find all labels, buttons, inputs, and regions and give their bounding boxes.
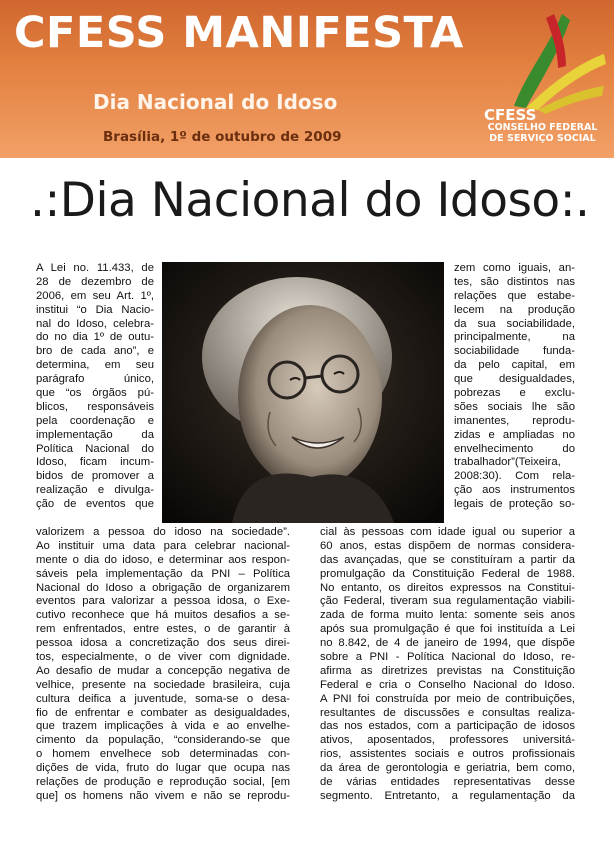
text-line: imanentes, reprodu- bbox=[454, 414, 575, 427]
text-line: da sua sociabilidade, bbox=[454, 317, 575, 330]
photo-illustration bbox=[162, 262, 444, 523]
text-line: No entanto, os direitos expressos na Constitui- bbox=[320, 581, 575, 594]
text-line: tes, são distintos nas bbox=[454, 275, 575, 288]
text-line: A Lei no. 11.433, de bbox=[36, 262, 154, 274]
cfess-logo-icon bbox=[496, 4, 608, 116]
text-line: nal do Idoso, celebra- bbox=[36, 317, 154, 330]
masthead-date: Brasília, 1º de outubro de 2009 bbox=[103, 129, 342, 145]
text-line: que “os órgãos pú- bbox=[36, 387, 154, 400]
text-line: pessoa idosa a concretização dos seus direi- bbox=[36, 637, 290, 650]
text-line: que] os homens não vivem e não se reprodu- bbox=[36, 789, 290, 802]
text-line: Federal e cria o Conselho Nacional do Idoso. bbox=[320, 678, 575, 691]
text-line: sões sociais lhe são bbox=[454, 400, 575, 413]
text-line: bidos de promover a bbox=[36, 470, 154, 483]
text-line: parágrafo único, bbox=[36, 373, 154, 386]
text-line: velhice, presente na sociedade brasileira, cuja bbox=[36, 678, 290, 691]
text-line: afirma as diretrizes previstas na Constituição bbox=[320, 664, 575, 677]
text-line: das avançadas, que se constituíram a partir da bbox=[320, 553, 575, 566]
logo-abbreviation: CFESS bbox=[484, 106, 537, 124]
text-line: legais de proteção so- bbox=[454, 498, 575, 511]
text-line: bro de cada ano”, e bbox=[36, 345, 154, 358]
text-line: principalmente, na bbox=[454, 331, 575, 344]
text-line: do no dia 1º de outu- bbox=[36, 331, 154, 344]
text-line: trabalhador”(Teixeira, bbox=[454, 456, 561, 469]
text-line: cutivo reconhece que há muitos desafios a se- bbox=[36, 609, 290, 622]
article-column-2-bottom bbox=[320, 526, 575, 804]
text-line: Nacional do Idoso a obrigação de organizarem bbox=[36, 581, 290, 594]
logo-name-line1: CONSELHO FEDERAL bbox=[487, 122, 598, 133]
elderly-woman-photo bbox=[162, 262, 444, 523]
text-line: fio de enfrentar e combater as desigualdades, bbox=[36, 706, 290, 719]
text-line: o homem envelhece sob determinadas con- bbox=[36, 748, 290, 761]
text-line: da área de gerontologia e geriatria, bem como, bbox=[320, 762, 575, 775]
text-line: segmento. Entretanto, a regulamentação da bbox=[320, 789, 575, 802]
text-line: da pelo capital, em bbox=[454, 359, 575, 372]
text-line: sociabilidade funda- bbox=[454, 345, 575, 358]
text-line: ção aos instrumentos bbox=[454, 484, 575, 497]
text-line: Idoso, ficam incum- bbox=[36, 456, 154, 469]
text-line: A PNI foi construída por meio de contribuições, bbox=[320, 692, 575, 705]
text-line: valorizem a pessoa do idoso na sociedade”. bbox=[36, 526, 290, 538]
text-line: zidas e ampliadas no bbox=[454, 428, 575, 441]
text-line: que desigualdades, bbox=[454, 373, 575, 386]
masthead bbox=[0, 0, 614, 158]
text-line: realização e divulga- bbox=[36, 484, 154, 497]
text-line: envelhecimento do bbox=[454, 442, 575, 455]
masthead-title: CFESS MANIFESTA bbox=[14, 8, 464, 58]
text-line: institui “o Dia Nacio- bbox=[36, 303, 154, 316]
text-line: rios, assistentes sociais e outros profissionais bbox=[320, 748, 575, 761]
article-column-1-bottom bbox=[36, 526, 290, 804]
text-line: no 8.842, de 4 de janeiro de 1994, que dispõe bbox=[320, 637, 575, 650]
text-line: após sua promulgação é que foi instituída a Lei bbox=[320, 623, 575, 636]
text-line: rem enfrentados, entre estes, o de garantir à bbox=[36, 623, 290, 636]
text-line: 60 anos, estas dispõem de normas considera- bbox=[320, 539, 575, 552]
logo-name-line2: DE SERVIÇO SOCIAL bbox=[489, 133, 596, 144]
text-line: blicos, responsáveis bbox=[36, 400, 154, 413]
text-line: resultantes de discussões e consultas realiza- bbox=[320, 706, 575, 719]
text-line: dições de vida, fruto do lugar que ocupa nas bbox=[36, 762, 290, 775]
masthead-subtitle: Dia Nacional do Idoso bbox=[93, 90, 338, 114]
text-line: implementação da bbox=[36, 428, 154, 441]
text-line: mente o dia do idoso, e determinar aos respon- bbox=[36, 553, 290, 566]
logo-organization-name bbox=[475, 122, 610, 144]
text-line: de várias entidades representativas desse bbox=[320, 776, 575, 789]
text-line: ativos, aposentados, professores universitá- bbox=[320, 734, 575, 747]
text-line: das nos estados, com a participação de idosos bbox=[320, 720, 575, 733]
text-line: que trazem implicações à vida e ao envelhe- bbox=[36, 720, 290, 733]
article-column-1-top bbox=[36, 262, 154, 512]
text-line: Ao desafio de mudar a concepção negativa de bbox=[36, 664, 290, 677]
text-line: cial às pessoas com idade igual ou superior a bbox=[320, 526, 575, 538]
text-line: relações de produção e reprodução social, [em bbox=[36, 776, 290, 789]
text-line: relações que estabe- bbox=[454, 289, 575, 302]
text-line: Política Nacional do bbox=[36, 442, 154, 455]
text-line: 2006, em seu Art. 1º, bbox=[36, 289, 154, 302]
article-column-2-top bbox=[454, 262, 575, 512]
text-line: eventos para valorizar a pessoa idosa, o Exe- bbox=[36, 595, 290, 608]
text-line: ção Federal, tiveram sua regulamentação viabili- bbox=[320, 595, 575, 608]
text-line: 2008:30). Com rela- bbox=[454, 470, 575, 483]
text-line: Ao instituir uma data para celebrar nacional- bbox=[36, 539, 290, 552]
article-title: .:Dia Nacional do Idoso:. bbox=[30, 173, 590, 228]
text-line: determina, em seu bbox=[36, 359, 154, 372]
text-line: tos, especialmente, o de viver com dignidade. bbox=[36, 651, 290, 664]
text-line: zem como iguais, an- bbox=[454, 262, 575, 274]
text-line: pobrezas e exclu- bbox=[454, 387, 575, 400]
text-line: sobre a PNI - Política Nacional do Idoso, re- bbox=[320, 651, 575, 664]
text-line: promulgação da Constituição Federal de 1988. bbox=[320, 567, 575, 580]
text-line: 28 de dezembro de bbox=[36, 275, 154, 288]
text-line: ção de eventos que bbox=[36, 498, 154, 511]
text-line: cultura deifica a juventude, soma-se o desa- bbox=[36, 692, 290, 705]
text-line: pela coordenação e bbox=[36, 414, 154, 427]
text-line: lecem na produção bbox=[454, 303, 575, 316]
text-line: cimento da população, “considerando-se que bbox=[36, 734, 290, 747]
text-line: sáveis pela implementação da PNI – Política bbox=[36, 567, 290, 580]
text-line: zada de forma muito lenta: somente seis anos bbox=[320, 609, 575, 622]
